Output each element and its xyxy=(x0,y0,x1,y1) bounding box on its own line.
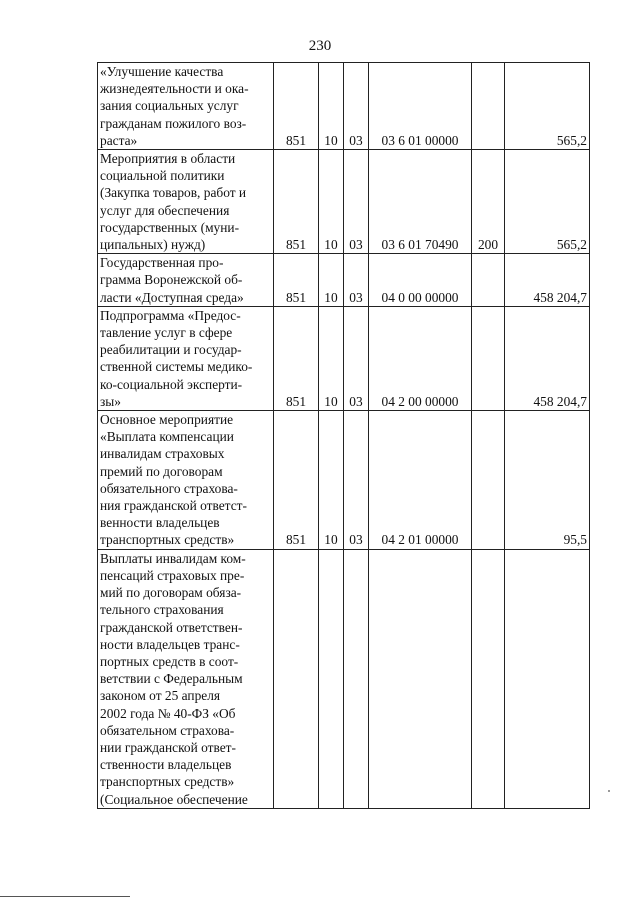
item-name-line: услуг для обеспечения xyxy=(100,202,230,218)
amount-cell xyxy=(505,549,590,808)
item-name-line: Выплаты инвалидам ком- xyxy=(100,550,246,566)
item-name-line: транспортных средств» xyxy=(100,532,235,548)
amount-cell: 95,5 xyxy=(505,411,590,550)
kvsr-cell: 851 xyxy=(274,411,319,550)
item-name-line: ко-социальной эксперти- xyxy=(100,376,243,392)
expense-type-cell xyxy=(472,254,505,307)
budget-table xyxy=(97,62,590,809)
item-name-line: «Улучшение качества xyxy=(100,64,224,79)
section-cell: 10 xyxy=(319,411,344,550)
item-name-line: грамма Воронежской об- xyxy=(100,272,243,288)
table-row xyxy=(98,254,590,307)
expense-type-cell xyxy=(472,411,505,550)
item-name-cell xyxy=(98,150,274,254)
footer-rule xyxy=(0,896,130,897)
subsection-cell: 03 xyxy=(344,254,369,307)
section-cell: 10 xyxy=(319,63,344,150)
item-name-line: ветствии с Федеральным xyxy=(100,671,243,687)
item-name-line: «Выплата компенсации xyxy=(100,429,234,445)
table-row xyxy=(98,549,590,808)
item-name-line: венности владельцев xyxy=(100,515,220,531)
item-name-line: премий по договорам xyxy=(100,463,223,479)
table-row xyxy=(98,411,590,550)
page-number: 230 xyxy=(308,38,332,54)
expense-type-cell: 200 xyxy=(472,150,505,254)
item-name-line: ния гражданской ответст- xyxy=(100,498,247,514)
item-name-cell xyxy=(98,306,274,410)
section-cell: 10 xyxy=(319,150,344,254)
target-article-cell: 03 6 01 00000 xyxy=(369,63,472,150)
item-name-line: (Социальное обеспечение xyxy=(100,791,248,807)
item-name-line: государственных (муни- xyxy=(100,219,240,235)
item-name-line: Основное мероприятие xyxy=(100,412,234,428)
item-name-line: (Закупка товаров, работ и xyxy=(100,185,247,201)
expense-type-cell xyxy=(472,306,505,410)
item-name-line: гражданской ответствен- xyxy=(100,619,243,635)
item-name-line: обязательном страхова- xyxy=(100,722,235,738)
expense-type-cell xyxy=(472,549,505,808)
item-name-line: зания социальных услуг xyxy=(100,98,239,114)
table-row xyxy=(98,306,590,410)
item-name-line: Государственная про- xyxy=(100,255,224,271)
table-row xyxy=(98,150,590,254)
item-name-line: тавление услуг в сфере xyxy=(100,325,233,341)
item-name-line: реабилитации и государ- xyxy=(100,342,242,358)
item-name-line: портных средств в соот- xyxy=(100,653,239,669)
item-name-line: Мероприятия в области xyxy=(100,151,236,167)
item-name-line: жизнедеятельности и ока- xyxy=(100,81,249,97)
item-name-line: ласти «Доступная среда» xyxy=(100,289,244,305)
amount-cell: 458 204,7 xyxy=(505,306,590,410)
subsection-cell: 03 xyxy=(344,411,369,550)
item-name-cell xyxy=(98,411,274,550)
item-name-cell xyxy=(98,63,274,150)
item-name-line: Подпрограмма «Предос- xyxy=(100,307,241,323)
scan-speck xyxy=(608,790,610,792)
table-row xyxy=(98,63,590,150)
item-name-line: мий по договорам обяза- xyxy=(100,585,242,601)
item-name-line: ципальных) нужд) xyxy=(100,237,206,253)
target-article-cell: 03 6 01 70490 xyxy=(369,150,472,254)
item-name-line: обязательного страхова- xyxy=(100,480,238,496)
kvsr-cell: 851 xyxy=(274,254,319,307)
amount-cell: 565,2 xyxy=(505,150,590,254)
kvsr-cell xyxy=(274,549,319,808)
kvsr-cell: 851 xyxy=(274,63,319,150)
section-cell xyxy=(319,549,344,808)
target-article-cell: 04 2 01 00000 xyxy=(369,411,472,550)
item-name-cell xyxy=(98,254,274,307)
item-name-line: ности владельцев транс- xyxy=(100,636,240,652)
section-cell: 10 xyxy=(319,254,344,307)
item-name-line: тельного страхования xyxy=(100,602,224,618)
subsection-cell: 03 xyxy=(344,306,369,410)
item-name-line: транспортных средств» xyxy=(100,774,235,790)
target-article-cell xyxy=(369,549,472,808)
amount-cell: 565,2 xyxy=(505,63,590,150)
expense-type-cell xyxy=(472,63,505,150)
item-name-line: зы» xyxy=(100,393,121,409)
item-name-line: социальной политики xyxy=(100,168,225,184)
kvsr-cell: 851 xyxy=(274,150,319,254)
subsection-cell: 03 xyxy=(344,150,369,254)
budget-table-body xyxy=(98,63,590,809)
item-name-line: законом от 25 апреля xyxy=(100,688,221,704)
subsection-cell: 03 xyxy=(344,63,369,150)
amount-cell: 458 204,7 xyxy=(505,254,590,307)
section-cell: 10 xyxy=(319,306,344,410)
subsection-cell xyxy=(344,549,369,808)
item-name-line: пенсаций страховых пре- xyxy=(100,567,245,583)
item-name-line: инвалидам страховых xyxy=(100,446,225,462)
item-name-line: 2002 года № 40-ФЗ «Об xyxy=(100,705,236,721)
item-name-line: нии гражданской ответ- xyxy=(100,739,236,755)
item-name-line: ственности владельцев xyxy=(100,757,232,773)
kvsr-cell: 851 xyxy=(274,306,319,410)
item-name-line: гражданам пожилого воз- xyxy=(100,115,247,131)
item-name-line: ственной системы медико- xyxy=(100,359,253,375)
item-name-cell xyxy=(98,549,274,808)
item-name-line: раста» xyxy=(100,132,138,148)
target-article-cell: 04 0 00 00000 xyxy=(369,254,472,307)
target-article-cell: 04 2 00 00000 xyxy=(369,306,472,410)
